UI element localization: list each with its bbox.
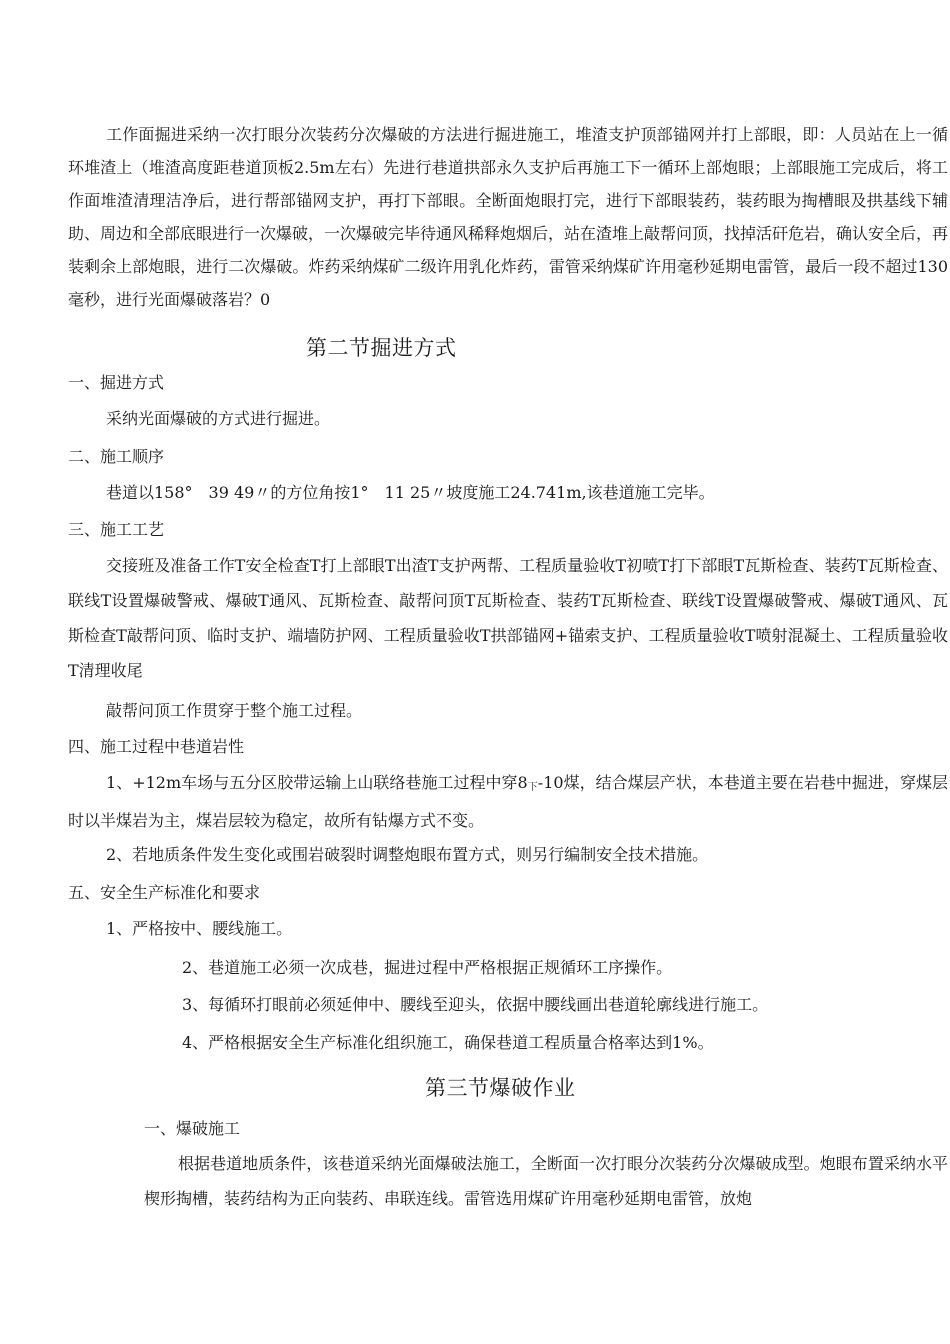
section2-heading-4: 四、施工过程中巷道岩性 [68,737,245,756]
section2-heading-3-note: 敲帮问顶工作贯穿于整个施工过程。 [106,701,363,720]
section2-heading-5: 五、安全生产标准化和要求 [68,883,261,902]
section3-heading-1: 一、爆破施工 [144,1119,241,1138]
section2-heading-1-text: 采纳光面爆破的方式进行掘进。 [106,409,331,428]
section3-title: 第三节爆破作业 [425,1076,576,1100]
rock-text-part-a: 1、+12m车场与五分区胶带运输上山联络巷施工过程中穿8 [106,773,528,792]
requirement-item-2: 2、巷道施工必须一次成巷，掘进过程中严格根据正规循环工序操作。 [182,958,673,977]
section2-heading-2: 二、施工顺序 [68,447,165,466]
section3-heading-1-text: 根据巷道地质条件，该巷道采纳光面爆破法施工，全断面一次打眼分次装药分次爆破成型。炮眼布置采纳水平楔形掏槽，装药结构为正向装药、串联连线。雷管选用煤矿许用毫秒延期电雷管，放炮 [144,1154,948,1208]
section2-heading-3-text: 交接班及准备工作T安全检查T打上部眼T出渣T支护两帮、工程质量验收T初喷T打下部眼T瓦斯检查、装药T瓦斯检查、联线T设置爆破警戒、爆破T通风、瓦斯检查、敲帮问顶T瓦斯检查、装药T瓦斯检查、联线T设置爆破警戒、爆破T通风、瓦斯检查T敲帮问顶、临时支护、端墙防护网、工程质量验收T拱部锚网+锚索支护、工程质量验收T喷射混凝土、工程质量验收T清理收尾 [68,556,948,680]
intro-paragraph: 工作面掘进采纳一次打眼分次装药分次爆破的方法进行掘进施工，堆渣支护顶部锚网并打上部眼，即：人员站在上一循环堆渣上（堆渣高度距巷道顶板2.5m左右）先进行巷道拱部永久支护后再施工下一循环上部炮眼；上部眼施工完成后，将工作面堆渣清理洁净后，进行帮部锚网支护，再打下部眼。全断面炮眼打完，进行下部眼装药，装药眼为掏槽眼及拱基线下辅助、周边和全部底眼进行一次爆破，一次爆破完毕待通风稀释炮烟后，站在渣堆上敲帮问顶，找掉活矸危岩，确认安全后，再装剩余上部炮眼，进行二次爆破。炸药采纳煤矿二级许用乳化炸药，雷管采纳煤矿许用毫秒延期电雷管，最后一段不超过130毫秒，进行光面爆破落岩？0 [68,125,949,309]
requirement-item-3: 3、每循环打眼前必须延伸中、腰线至迎头，依据中腰线画出巷道轮廓线进行施工。 [182,995,769,1014]
section2-heading-2-text: 巷道以158° 39 49〃的方位角按1° 11 25〃坡度施工24.741m,该巷道施工完毕。 [106,483,715,502]
section2-heading-3: 三、施工工艺 [68,520,165,539]
section2-heading-4-paragraph-1 [68,766,948,837]
section2-heading-1: 一、掘进方式 [68,373,165,392]
section2-heading-4-paragraph-2: 2、若地质条件发生变化或围岩破裂时调整炮眼布置方式，则另行编制安全技术措施。 [106,845,709,864]
requirement-item-4: 4、严格根据安全生产标准化组织施工，确保巷道工程质量合格率达到1%。 [182,1033,714,1052]
rock-text-subscript: 下 [527,782,538,793]
section2-title: 第二节掘进方式 [306,336,457,360]
requirement-item-1: 1、严格按中、腰线施工。 [106,919,293,938]
rock-text-part-b: -10煤，结合煤层产状，本巷道主要在岩巷中掘进，穿煤层时以半煤岩为主，煤岩层较为稳定，故所有钻爆方式不变。 [68,773,948,830]
